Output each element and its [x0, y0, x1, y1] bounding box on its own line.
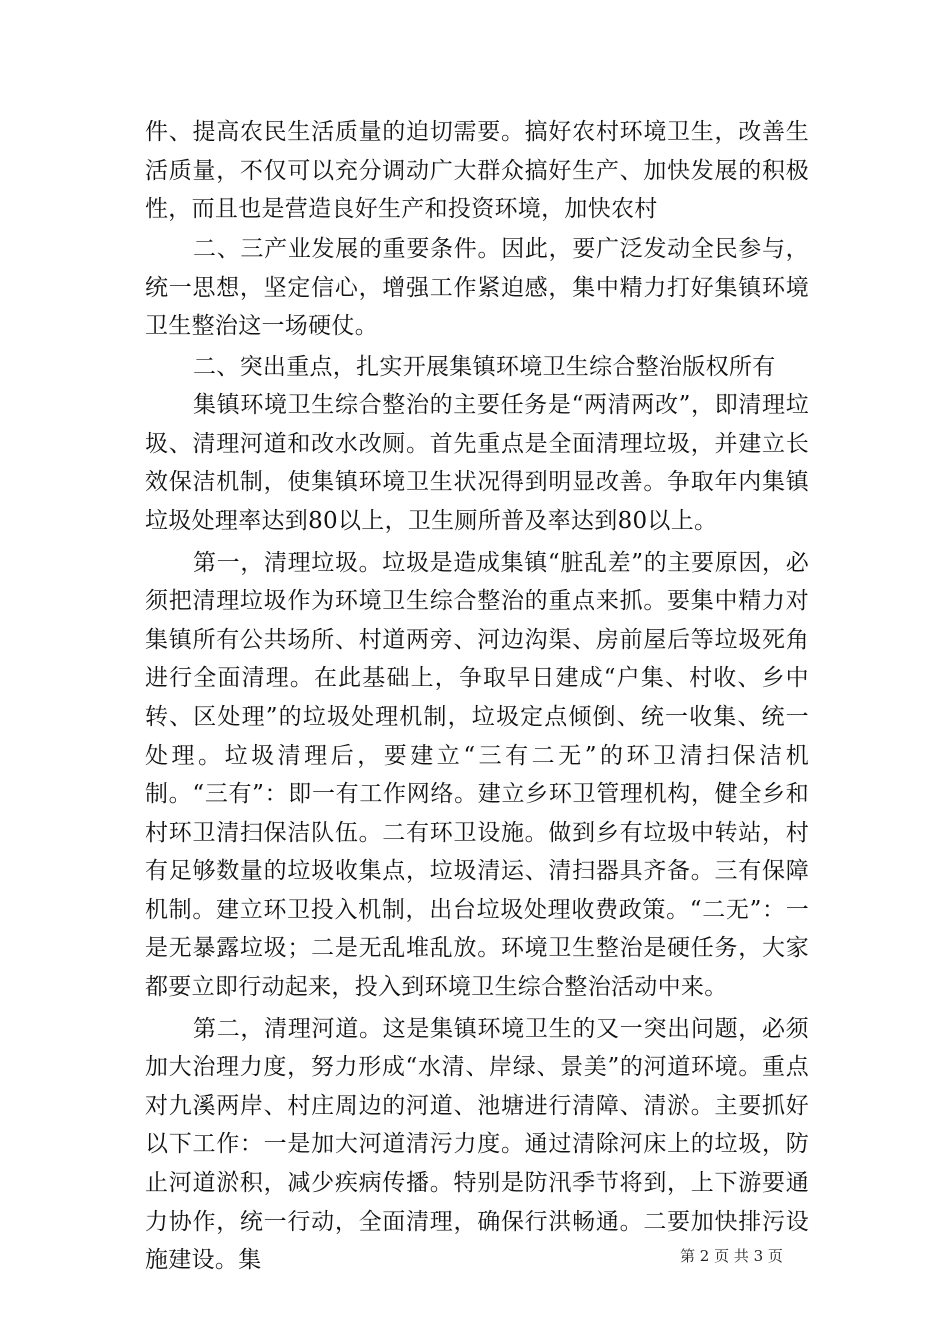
page-number-footer: 第 2 页 共 3 页	[680, 1247, 783, 1265]
paragraph-2: 二、三产业发展的重要条件。因此，要广泛发动全民参与，统一思想，坚定信心，增强工作紧迫感，集中精力打好集镇环境卫生整治这一场硬仗。	[145, 236, 809, 340]
paragraph-3: 集镇环境卫生综合整治的主要任务是“两清两改”，即清理垃圾、清理河道和改水改厕。首先重点是全面清理垃圾，并建立长效保洁机制，使集镇环境卫生状况得到明显改善。争取年内集镇垃圾处理率达到80以上，卫生厕所普及率达到80以上。	[145, 392, 809, 534]
paragraph-4: 第一，清理垃圾。垃圾是造成集镇“脏乱差”的主要原因，必须把清理垃圾作为环境卫生综合整治的重点来抓。要集中精力对集镇所有公共场所、村道两旁、河边沟渠、房前屋后等垃圾死角进行全面清理。在此基础上，争取早日建成“户集、村收、乡中转、区处理”的垃圾处理机制，垃圾定点倾倒、统一收集、统一处理。垃圾清理后，要建立“三有二无”的环卫清扫保洁机制。“三有”：即一有工作网络。建立乡环卫管理机构，健全乡和村环卫清扫保洁队伍。二有环卫设施。做到乡有垃圾中转站，村有足够数量的垃圾收集点，垃圾清运、清扫器具齐备。三有保障机制。建立环卫投入机制，出台垃圾处理收费政策。“二无”：一是无暴露垃圾；二是无乱堆乱放。环境卫生整治是硬任务，大家都要立即行动起来，投入到环境卫生综合整治活动中来。	[145, 549, 809, 1001]
document-page	[145, 113, 809, 1280]
paragraph-1: 件、提高农民生活质量的迫切需要。搞好农村环境卫生，改善生活质量，不仅可以充分调动广大群众搞好生产、加快发展的积极性，而且也是营造良好生产和投资环境，加快农村	[145, 119, 809, 223]
section-heading: 二、突出重点，扎实开展集镇环境卫生综合整治版权所有	[193, 353, 776, 380]
paragraph-5: 第二，清理河道。这是集镇环境卫生的又一突出问题，必须加大治理力度，努力形成“水清、岸绿、景美”的河道环境。重点对九溪两岸、村庄周边的河道、池塘进行清障、清淤。主要抓好以下工作：一是加大河道清污力度。通过清除河床上的垃圾，防止河道淤积，减少疾病传播。特别是防汛季节将到，上下游要通力协作，统一行动，全面清理，确保行洪畅通。二要加快排污设施建设。集	[145, 1015, 809, 1274]
